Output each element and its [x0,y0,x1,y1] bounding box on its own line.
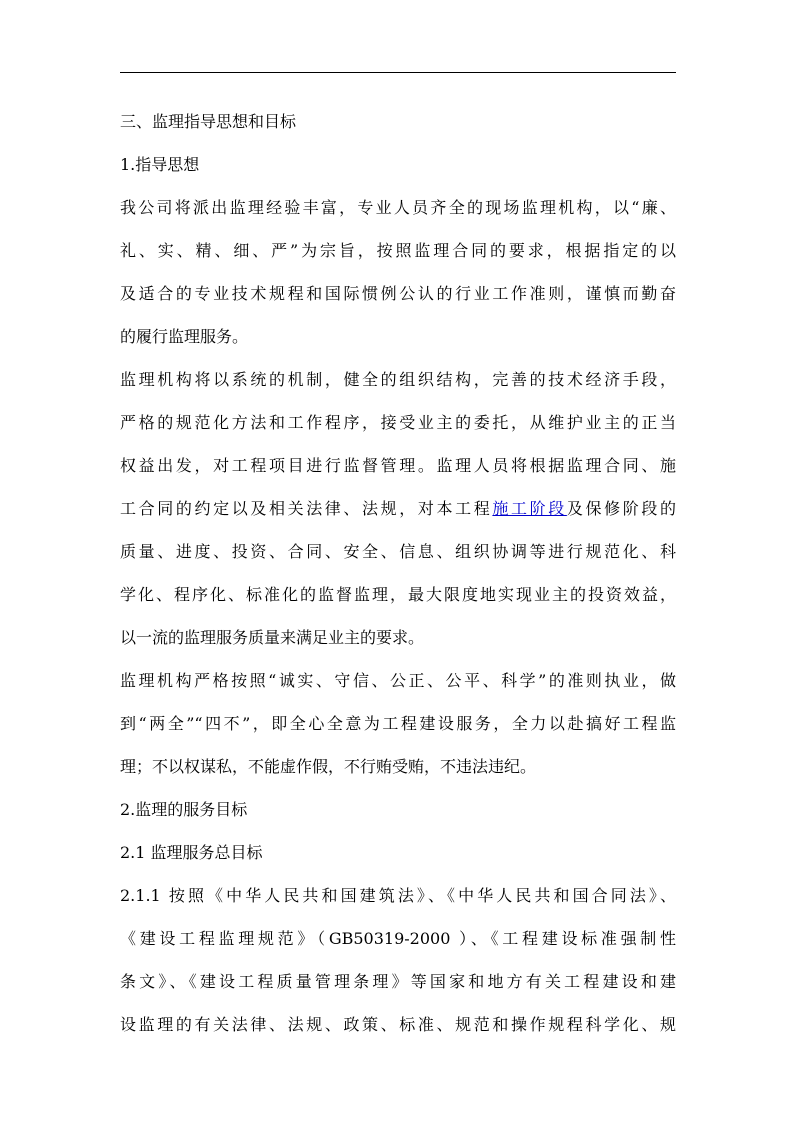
paragraph2-line5: 质量、进度、投资、合同、安全、信息、组织协调等进行规范化、科 [120,542,676,561]
paragraph3-line3: 理；不以权谋私，不能虚作假，不行贿受贿，不违法违纪。 [120,757,537,776]
paragraph2-line3: 权益出发，对工程项目进行监督管理。监理人员将根据监理合同、施 [120,456,676,475]
document-body [120,100,676,1046]
paragraph2-line2: 严格的规范化方法和工作程序，接受业主的委托，从维护业主的正当 [120,413,676,432]
paragraph2-line4-end: 及保修阶段的 [566,499,676,518]
paragraph1-line3: 及适合的专业技术规程和国际惯例公认的行业工作准则，谨慎而勤奋 [120,284,676,303]
paragraph2-line1: 监理机构将以系统的机制，健全的组织结构，完善的技术经济手段， [120,370,676,389]
paragraph1-line2: 礼、实、精、细、严”为宗旨，按照监理合同的要求，根据指定的以 [120,241,676,260]
section2-title: 2.监理的服务目标 [120,800,248,819]
clause-2-1-1-line1: 2.1.1 按照《中华人民共和国建筑法》、《中华人民共和国合同法》、 [120,886,676,905]
paragraph3-line2: 到“两全”“四不”，即全心全意为工程建设服务，全力以赴搞好工程监 [120,714,676,733]
paragraph2-line4 [120,487,676,530]
section1-title: 1.指导思想 [120,155,200,174]
section2-subtitle: 2.1 监理服务总目标 [120,843,263,862]
clause-2-1-1-line3: 条文》、《建设工程质量管理条理》等国家和地方有关工程建设和建 [120,972,676,991]
section-heading: 三、监理指导思想和目标 [120,112,297,131]
construction-phase-link[interactable]: 施工阶段 [492,499,567,518]
paragraph2-line6: 学化、程序化、标准化的监督监理，最大限度地实现业主的投资效益， [120,585,676,604]
clause-2-1-1-line2: 《建设工程监理规范》（GB50319-2000 ）、《工程建设标准强制性 [120,929,676,948]
header-rule [120,72,676,73]
paragraph2-line4-start: 工合同的约定以及相关法律、法规，对本工程 [120,499,493,518]
clause-2-1-1-line4: 设监理的有关法律、法规、政策、标准、规范和操作规程科学化、规 [120,1015,676,1034]
paragraph2-line7: 以一流的监理服务质量来满足业主的要求。 [120,628,425,647]
paragraph1-line1: 我公司将派出监理经验丰富，专业人员齐全的现场监理机构，以“廉、 [120,198,676,217]
paragraph3-line1: 监理机构严格按照“诚实、守信、公正、公平、科学”的准则执业，做 [120,671,676,690]
paragraph1-line4: 的履行监理服务。 [120,327,249,346]
